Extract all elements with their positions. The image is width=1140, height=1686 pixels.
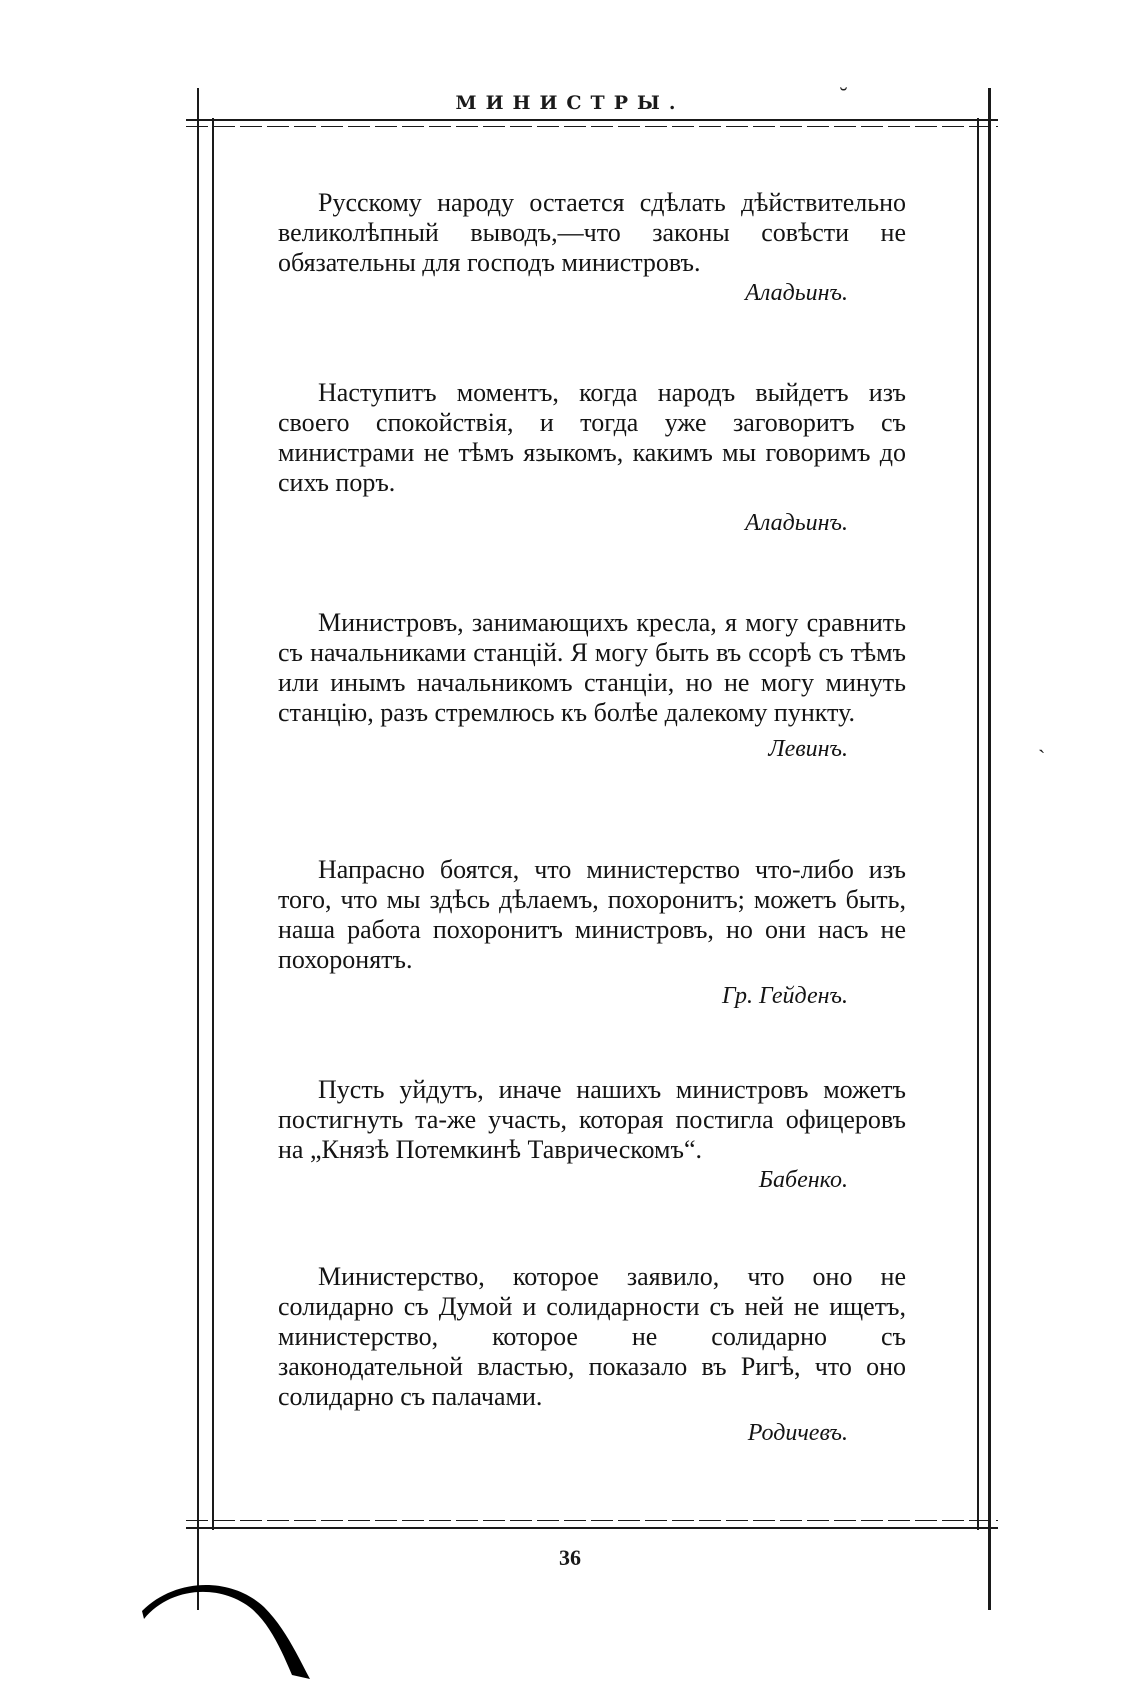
quote-block-2 <box>278 378 906 538</box>
quote-text: Напрасно боятся, что министерство что-либо изъ того, что мы здѣсь дѣлаемъ, похоронитъ; можетъ быть, наша работа похоронитъ министровъ, но они насъ не похоронятъ. <box>278 855 906 974</box>
quote-text: Русскому народу остается сдѣлать дѣйствительно великолѣпный выводъ,—что законы совѣсти не обязательны для господъ министровъ. <box>278 188 906 277</box>
quote-author: Левинъ. <box>768 736 848 762</box>
ink-speck: ˘ <box>838 86 849 111</box>
frame-left-inner <box>212 118 214 1530</box>
frame-right-outer <box>988 88 991 1610</box>
page-number: 36 <box>559 1545 581 1570</box>
frame-right-inner <box>977 118 979 1530</box>
quote-author: Родичевъ. <box>747 1420 848 1446</box>
quote-author: Аладьинъ. <box>745 280 848 306</box>
frame-top-rule <box>186 119 998 121</box>
ink-speck-margin: ˏ <box>1038 729 1046 754</box>
frame-bottom-rule-dashed <box>186 1520 998 1521</box>
frame-left-outer <box>197 88 199 1610</box>
quote-author: Аладьинъ. <box>745 510 848 536</box>
quote-block-3 <box>278 608 906 764</box>
quote-text: Наступитъ моментъ, когда народъ выйдетъ изъ своего спокойствія, и тогда уже заговоритъ съ министрами не тѣмъ языкомъ, какимъ мы говоримъ до сихъ поръ. <box>278 378 906 497</box>
quote-block-4 <box>278 855 906 1011</box>
quote-author: Гр. Гейденъ. <box>721 983 848 1009</box>
quote-block-5 <box>278 1075 906 1195</box>
quote-author: Бабенко. <box>758 1167 848 1193</box>
quote-block-1 <box>278 188 906 308</box>
frame-bottom-rule <box>186 1527 998 1529</box>
scan-artifact-mark <box>140 1575 320 1685</box>
frame-top-rule-dashed <box>186 126 998 127</box>
quote-text: Министерство, которое заявило, что оно не солидарно съ Думой и солидарности съ ней не ищетъ, министерство, которое не солидарно съ законодательной властью, показало въ Ригѣ, что оно солидарно съ палачами. <box>278 1262 906 1411</box>
quote-text: Пусть уйдутъ, иначе нашихъ министровъ можетъ постигнуть та-же участь, которая постигла офицеровъ на „Князѣ Потемкинѣ Таврическомъ“. <box>278 1075 906 1164</box>
quote-text: Министровъ, занимающихъ кресла, я могу сравнить съ начальниками станцій. Я могу быть въ ссорѣ съ тѣмъ или инымъ начальникомъ станціи, но не могу минуть станцію, разъ стремлюсь къ болѣе далекому пункту. <box>278 608 906 727</box>
quote-block-6 <box>278 1262 906 1448</box>
running-head: МИНИСТРЫ. <box>455 92 685 114</box>
